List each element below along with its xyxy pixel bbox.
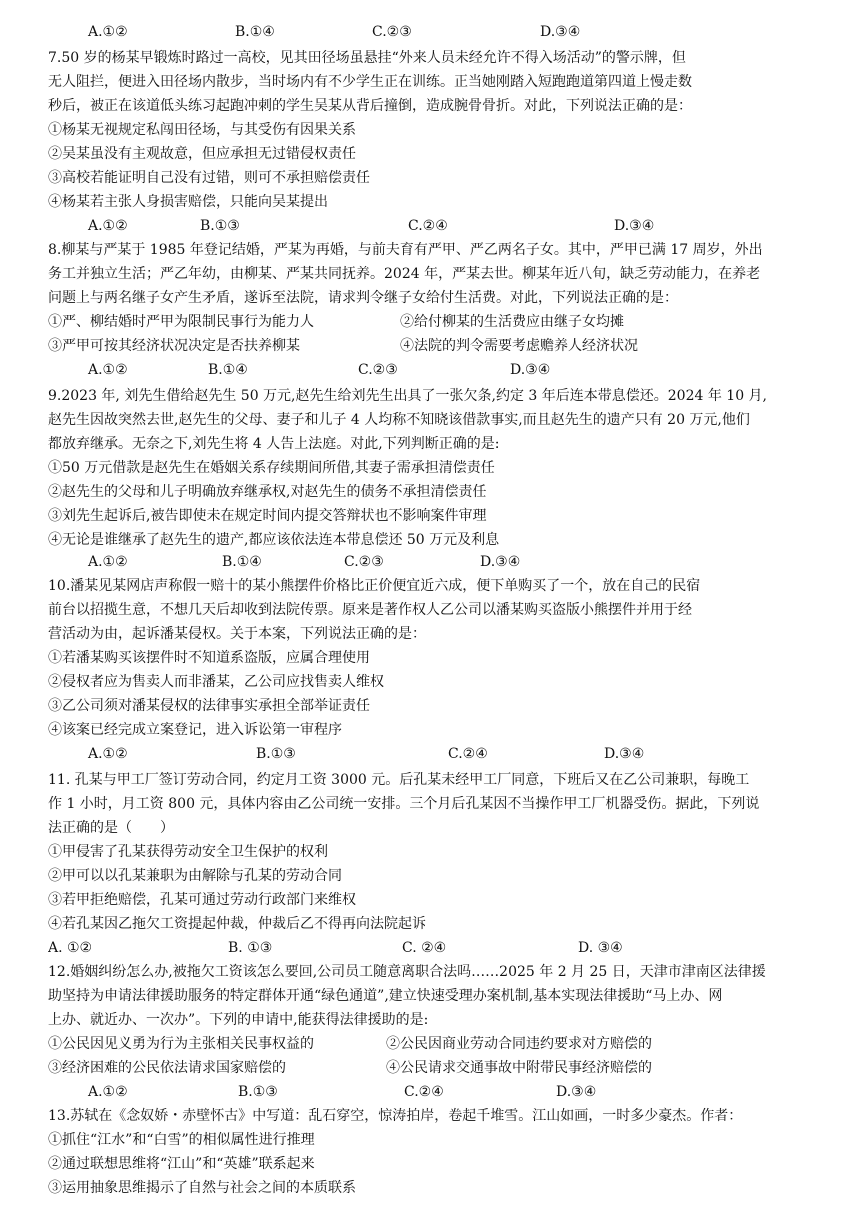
statement-row — [48, 1032, 818, 1056]
statement-row — [48, 1056, 818, 1080]
statement-item: ①杨某无视规定私闯田径场，与其受伤有因果关系 — [48, 122, 356, 138]
statement-row — [48, 334, 818, 358]
statement-item: ③严甲可按其经济状况决定是否扶养柳某 — [48, 338, 300, 354]
question-stem: 10.潘某见某网店声称假一赔十的某小熊摆件价格比正价便宜近六成，便下单购买了一个，放在自己的民宿 — [48, 578, 701, 594]
option-d: D.③④ — [540, 24, 581, 40]
question-stem: 9.2023 年, 刘先生借给赵先生 50 万元,赵先生给刘先生出具了一张欠条,约定 3 年后连本带息偿还。2024 年 10 月, — [48, 388, 768, 404]
options-row — [48, 358, 818, 382]
question-stem: 法正确的是（ ） — [48, 820, 174, 836]
option-b: B.①③ — [200, 218, 240, 234]
option-b: B.①④ — [208, 362, 248, 378]
statement-item: ③若甲拒绝赔偿，孔某可通过劳动行政部门来维权 — [48, 892, 356, 908]
statement-item: ①公民因见义勇为行为主张相关民事权益的 — [48, 1036, 314, 1052]
question-stem: 13.苏轼在《念奴娇・赤壁怀古》中写道：乱石穿空，惊涛拍岸，卷起千堆雪。江山如画，一时多少豪杰。作者： — [48, 1108, 743, 1124]
option-b: B.①③ — [256, 746, 296, 762]
option-a: A.①② — [88, 554, 128, 570]
option-a: A.①② — [88, 24, 128, 40]
question-stem: 问题上与两名继子女产生矛盾，遂诉至法院，请求判令继子女给付生活费。对此，下列说法正确的是： — [48, 290, 678, 306]
option-c: C.②④ — [404, 1084, 444, 1100]
question-stem: 作 1 小时，月工资 800 元，具体内容由乙公司统一安排。三个月后孔某因不当操作甲工厂机器受伤。据此，下列说 — [48, 796, 760, 812]
statement-item: ①甲侵害了孔某获得劳动安全卫生保护的权利 — [48, 844, 328, 860]
statement-item: ①50 万元借款是赵先生在婚姻关系存续期间所借,其妻子需承担清偿责任 — [48, 460, 495, 476]
question-stem: 都放弃继承。无奈之下,刘先生将 4 人告上法庭。对此,下列判断正确的是: — [48, 436, 500, 452]
option-c: C.②③ — [372, 24, 412, 40]
option-d: D. ③④ — [578, 940, 623, 956]
statement-item: ④杨某若主张人身损害赔偿，只能向吴某提出 — [48, 194, 328, 210]
option-a: A.①② — [88, 746, 128, 762]
question-stem: 秒后，被正在该道低头练习起跑冲刺的学生吴某从背后撞倒，造成腕骨骨折。对此，下列说法正确的是： — [48, 98, 692, 114]
question-stem: 7.50 岁的杨某早锻炼时路过一高校，见其田径场虽悬挂“外来人员未经允许不得入场活动”的警示牌，但 — [48, 50, 686, 66]
statement-row — [48, 310, 818, 334]
option-b: B.①③ — [238, 1084, 278, 1100]
option-d: D.③④ — [604, 746, 645, 762]
options-row — [48, 214, 818, 238]
statement-item: ②吴某虽没有主观故意，但应承担无过错侵权责任 — [48, 146, 356, 162]
option-b: B.①④ — [222, 554, 262, 570]
statement-item: ④无论是谁继承了赵先生的遗产,都应该依法连本带息偿还 50 万元及利息 — [48, 532, 500, 548]
statement-item: ①严、柳结婚时严甲为限制民事行为能力人 — [48, 314, 314, 330]
option-d: D.③④ — [480, 554, 521, 570]
option-d: D.③④ — [510, 362, 551, 378]
question-stem: 无人阻拦，便进入田径场内散步，当时场内有不少学生正在训练。正当她刚踏入短跑跑道第四道上慢走数 — [48, 74, 692, 90]
option-a: A.①② — [88, 1084, 128, 1100]
options-row — [48, 742, 818, 766]
options-row — [48, 550, 818, 574]
option-c: C. ②④ — [402, 940, 447, 956]
statement-item: ③经济困难的公民依法请求国家赔偿的 — [48, 1060, 286, 1076]
question-stem: 前台以招揽生意，不想几天后却收到法院传票。原来是著作权人乙公司以潘某购买盗版小熊摆件并用于经 — [48, 602, 692, 618]
option-b: B. ①③ — [228, 940, 273, 956]
question-stem: 11. 孔某与甲工厂签订劳动合同，约定月工资 3000 元。后孔某未经甲工厂同意，下班后又在乙公司兼职，每晚工 — [48, 772, 750, 788]
statement-item: ②通过联想思维将“江山”和“英雄”联系起来 — [48, 1156, 315, 1172]
statement-item: ④公民请求交通事故中附带民事经济赔偿的 — [386, 1060, 652, 1076]
question-stem: 务工并独立生活；严乙年幼，由柳某、严某共同抚养。2024 年，严某去世。柳某年近八旬，缺乏劳动能力，在养老 — [48, 266, 761, 282]
question-stem: 赵先生因故突然去世,赵先生的父母、妻子和儿子 4 人均称不知晓该借款事实,而且赵先生的遗产只有 20 万元,他们 — [48, 412, 750, 428]
statement-item: ④该案已经完成立案登记，进入诉讼第一审程序 — [48, 722, 342, 738]
question-stem: 助坚持为申请法律援助服务的特定群体开通“绿色通道”,建立快速受理办案机制,基本实现法律援助“马上办、网 — [48, 988, 723, 1004]
option-d: D.③④ — [614, 218, 655, 234]
option-a: A.①② — [88, 218, 128, 234]
option-c: C.②④ — [408, 218, 448, 234]
statement-item: ③高校若能证明自己没有过错，则可不承担赔偿责任 — [48, 170, 370, 186]
options-row — [48, 936, 818, 960]
statement-item: ①抓住“江水”和“白雪”的相似属性进行推理 — [48, 1132, 315, 1148]
statement-item: ③运用抽象思维揭示了自然与社会之间的本质联系 — [48, 1180, 356, 1196]
statement-item: ③乙公司须对潘某侵权的法律事实承担全部举证责任 — [48, 698, 370, 714]
options-row — [48, 1080, 818, 1104]
option-c: C.②③ — [344, 554, 384, 570]
statement-item: ②公民因商业劳动合同违约要求对方赔偿的 — [386, 1036, 652, 1052]
statement-item: ②赵先生的父母和儿子明确放弃继承权,对赵先生的债务不承担清偿责任 — [48, 484, 487, 500]
statement-item: ④法院的判令需要考虑赡养人经济状况 — [400, 338, 638, 354]
option-a: A. ①② — [48, 940, 93, 956]
statement-item: ③刘先生起诉后,被告即使未在规定时间内提交答辩状也不影响案件审理 — [48, 508, 487, 524]
question-stem: 营活动为由，起诉潘某侵权。关于本案，下列说法正确的是： — [48, 626, 426, 642]
option-a: A.①② — [88, 362, 128, 378]
option-c: C.②③ — [358, 362, 398, 378]
statement-item: ②侵权者应为售卖人而非潘某，乙公司应找售卖人维权 — [48, 674, 384, 690]
option-c: C.②④ — [448, 746, 488, 762]
statement-item: ②给付柳某的生活费应由继子女均摊 — [400, 314, 624, 330]
option-d: D.③④ — [556, 1084, 597, 1100]
options-row — [48, 20, 818, 44]
statement-item: ①若潘某购买该摆件时不知道系盗版，应属合理使用 — [48, 650, 370, 666]
question-stem: 12.婚姻纠纷怎么办,被拖欠工资该怎么要回,公司员工随意离职合法吗……2025 年 2 月 25 日，天津市津南区法律援 — [48, 964, 766, 980]
option-b: B.①④ — [235, 24, 275, 40]
question-stem: 上办、就近办、一次办”。下列的申请中,能获得法律援助的是: — [48, 1012, 429, 1028]
question-stem: 8.柳某与严某于 1985 年登记结婚，严某为再婚，与前夫育有严甲、严乙两名子女。其中，严甲已满 17 周岁，外出 — [48, 242, 763, 258]
statement-item: ②甲可以以孔某兼职为由解除与孔某的劳动合同 — [48, 868, 342, 884]
statement-item: ④若孔某因乙拖欠工资提起仲裁，仲裁后乙不得再向法院起诉 — [48, 916, 426, 932]
